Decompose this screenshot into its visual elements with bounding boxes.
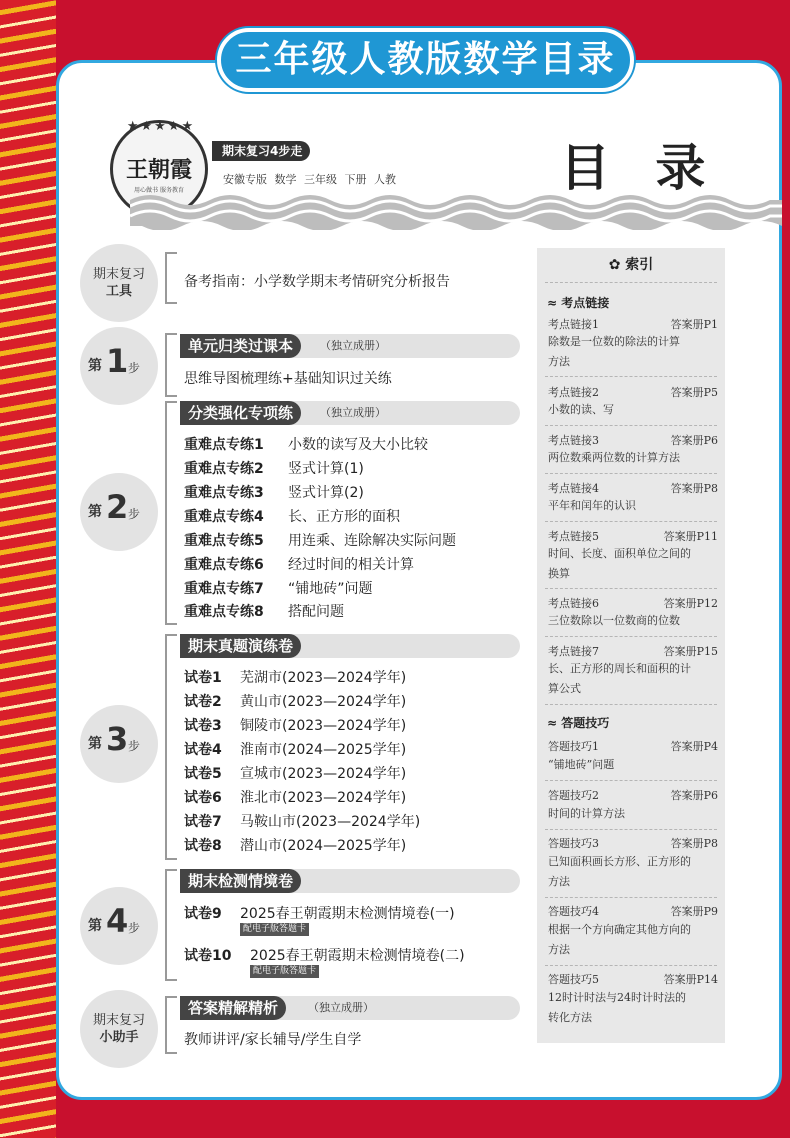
divider	[545, 588, 717, 589]
desc-line: 12时计时法与24时计时法的	[548, 991, 686, 1004]
list-item	[184, 554, 414, 574]
step1-section-bar	[180, 334, 520, 358]
tools-circle-top: 期末复习	[92, 267, 145, 282]
item-label: 重难点专练5	[184, 533, 264, 549]
dati-title: 答题技巧	[561, 716, 610, 730]
index-desc	[548, 400, 716, 420]
tools-text: 备考指南：小学数学期末考情研究分析报告	[184, 274, 450, 290]
index-item-name: 答题技巧3	[548, 837, 599, 850]
list-item	[184, 945, 465, 965]
index-item	[548, 384, 718, 400]
index-item-ref: 答案册P4	[670, 740, 718, 753]
step1-text: 思维导图梳理练+基础知识过关练	[184, 371, 392, 387]
step1-num: 1	[106, 342, 129, 380]
item-label: 重难点专练7	[184, 581, 264, 597]
item-text: 搭配问题	[288, 604, 344, 620]
step2-suf: 步	[128, 507, 141, 521]
wave-icon: ≈	[547, 716, 562, 730]
item-text: 黄山市(2023—2024学年)	[240, 694, 407, 710]
item-text: 长、正方形的面积	[288, 509, 400, 525]
list-item	[184, 787, 406, 807]
list-item	[184, 903, 455, 923]
list-item	[184, 530, 456, 550]
step3-suf: 步	[128, 739, 141, 753]
logo-motto: 用心做书 服务教育	[134, 187, 184, 194]
divider	[545, 376, 717, 377]
divider	[545, 897, 717, 898]
index-item	[548, 738, 718, 754]
desc-line: 方法	[548, 875, 570, 888]
step4-section-bar	[180, 869, 520, 893]
index-item	[548, 643, 718, 659]
item-label: 重难点专练2	[184, 461, 264, 477]
index-desc	[548, 611, 716, 631]
index-item-name: 答题技巧1	[548, 740, 599, 753]
list-item	[184, 506, 400, 526]
index-item-ref: 答案册P9	[670, 905, 718, 918]
item-text: 2025春王朝霞期末检测情境卷(二)	[250, 948, 465, 964]
item-label: 试卷2	[184, 694, 222, 710]
item-text: 经过时间的相关计算	[288, 557, 414, 573]
desc-line: 时间的计算方法	[548, 807, 625, 820]
contents-title: 目 录	[560, 139, 720, 197]
item-text: 马鞍山市(2023—2024学年)	[240, 814, 421, 830]
answer-card-tag: 配电子版答题卡	[240, 923, 309, 936]
index-desc	[548, 852, 716, 892]
header-tagline: 期末复习4步走	[212, 141, 310, 161]
step1-section-title: 单元归类过课本	[180, 334, 301, 358]
index-item	[548, 480, 718, 496]
desc-line: 根据一个方向确定其他方向的	[548, 923, 691, 936]
divider	[545, 965, 717, 966]
index-item-ref: 答案册P5	[670, 386, 718, 399]
divider	[545, 521, 717, 522]
index-item-name: 考点链接2	[548, 386, 599, 399]
index-item-ref: 答案册P6	[670, 789, 718, 802]
index-item-name: 考点链接6	[548, 597, 599, 610]
desc-line: 长、正方形的周长和面积的计	[548, 662, 691, 675]
helper-section-note: （独立成册）	[308, 1001, 374, 1014]
index-icon: ✿	[608, 257, 621, 273]
list-item	[184, 601, 344, 621]
index-item-name: 考点链接4	[548, 482, 599, 495]
item-text: 淮南市(2024—2025学年)	[240, 742, 407, 758]
bracket	[165, 869, 177, 981]
index-desc	[548, 804, 716, 824]
index-item-ref: 答案册P8	[670, 482, 718, 495]
list-item	[184, 482, 364, 502]
index-item-ref: 答案册P11	[663, 530, 718, 543]
page-title: 三年级人教版数学目录	[217, 28, 634, 92]
kaodian-title: 考点链接	[561, 296, 610, 310]
step2-section-bar	[180, 401, 520, 425]
item-label: 试卷6	[184, 790, 222, 806]
bracket	[165, 333, 177, 397]
helper-section-title: 答案精解精析	[180, 996, 286, 1020]
index-item-name: 考点链接1	[548, 318, 599, 331]
item-text: 竖式计算(1)	[288, 461, 364, 477]
decorative-ribbon	[0, 0, 56, 1138]
list-item	[184, 715, 406, 735]
step1-section-note: （独立成册）	[320, 339, 386, 352]
item-text: 2025春王朝霞期末检测情境卷(一)	[240, 906, 455, 922]
helper-circle-bottom: 小助手	[99, 1030, 139, 1045]
item-label: 试卷7	[184, 814, 222, 830]
desc-line: 算公式	[548, 682, 581, 695]
item-text: 芜湖市(2023—2024学年)	[240, 670, 407, 686]
header-subline: 安徽专版 数学 三年级 下册 人教	[223, 173, 396, 186]
item-label: 试卷3	[184, 718, 222, 734]
step2-num: 2	[106, 488, 129, 526]
list-item	[184, 739, 406, 759]
item-label: 试卷1	[184, 670, 222, 686]
desc-line: 换算	[548, 567, 570, 580]
item-text: 宣城市(2023—2024学年)	[240, 766, 407, 782]
desc-line: 转化方法	[548, 1011, 592, 1024]
index-title: 索引	[625, 257, 654, 273]
desc-line: 小数的读、写	[548, 403, 614, 416]
index-desc	[548, 659, 716, 699]
item-label: 重难点专练6	[184, 557, 264, 573]
index-item-ref: 答案册P6	[670, 434, 718, 447]
item-text: 铜陵市(2023—2024学年)	[240, 718, 407, 734]
index-desc	[548, 988, 716, 1028]
item-text: 竖式计算(2)	[288, 485, 364, 501]
item-text: “铺地砖”问题	[288, 581, 373, 597]
step3-section-bar	[180, 634, 520, 658]
step4-circle	[80, 887, 158, 965]
bracket	[165, 401, 177, 625]
item-text: 小数的读写及大小比较	[288, 437, 428, 453]
index-item-ref: 答案册P1	[670, 318, 718, 331]
bracket	[165, 996, 177, 1054]
item-text: 用连乘、连除解决实际问题	[288, 533, 456, 549]
list-item	[184, 835, 406, 855]
step3-num: 3	[106, 720, 129, 758]
desc-line: 两位数乘两位数的计算方法	[548, 451, 680, 464]
dati-heading	[547, 714, 609, 731]
step2-section-note: （独立成册）	[320, 406, 386, 419]
index-desc	[548, 755, 716, 775]
index-item-name: 考点链接7	[548, 645, 599, 658]
tools-circle-bottom: 工具	[105, 284, 132, 299]
helper-circle-top: 期末复习	[92, 1013, 145, 1028]
step4-num: 4	[106, 902, 129, 940]
desc-line: 方法	[548, 943, 570, 956]
index-item-name: 答题技巧4	[548, 905, 599, 918]
step2-section-title: 分类强化专项练	[180, 401, 301, 425]
step3-pre: 第	[88, 736, 102, 752]
index-desc	[548, 448, 716, 468]
index-item	[548, 835, 718, 851]
wave-divider	[130, 186, 782, 230]
index-item	[548, 903, 718, 919]
list-item	[184, 691, 406, 711]
list-item	[184, 667, 406, 687]
index-item-name: 答题技巧2	[548, 789, 599, 802]
index-item-name: 考点链接5	[548, 530, 599, 543]
divider	[545, 780, 717, 781]
index-item	[548, 316, 718, 332]
desc-line: 平年和闰年的认识	[548, 499, 636, 512]
item-label: 重难点专练1	[184, 437, 264, 453]
divider	[545, 636, 717, 637]
item-label: 重难点专练3	[184, 485, 264, 501]
item-label: 试卷8	[184, 838, 222, 854]
index-item-ref: 答案册P15	[663, 645, 718, 658]
step3-circle	[80, 705, 158, 783]
step-helper-circle	[80, 990, 158, 1068]
divider	[545, 282, 717, 283]
stars-icon: ★★★★★	[126, 119, 196, 134]
list-item	[184, 763, 406, 783]
desc-line: 除数是一位数的除法的计算	[548, 335, 680, 348]
index-header	[537, 254, 725, 274]
step4-section-title: 期末检测情境卷	[180, 869, 301, 893]
index-item	[548, 595, 718, 611]
kaodian-heading	[547, 294, 609, 311]
index-item-ref: 答案册P8	[670, 837, 718, 850]
desc-line: 时间、长度、面积单位之间的	[548, 547, 691, 560]
list-item	[184, 811, 420, 831]
index-item-ref: 答案册P12	[663, 597, 718, 610]
index-desc	[548, 332, 716, 372]
divider	[545, 425, 717, 426]
index-item	[548, 971, 718, 987]
item-text: 淮北市(2023—2024学年)	[240, 790, 407, 806]
step1-pre: 第	[88, 358, 102, 374]
index-item-name: 考点链接3	[548, 434, 599, 447]
step1-suf: 步	[128, 361, 141, 375]
index-desc	[548, 496, 716, 516]
index-item	[548, 787, 718, 803]
index-item	[548, 528, 718, 544]
item-label: 重难点专练4	[184, 509, 264, 525]
step4-pre: 第	[88, 918, 102, 934]
step4-suf: 步	[128, 921, 141, 935]
index-sidebar	[537, 248, 725, 1043]
step2-circle	[80, 473, 158, 551]
divider	[545, 704, 717, 705]
helper-section-bar	[180, 996, 520, 1020]
step1-circle	[80, 327, 158, 405]
list-item	[184, 458, 364, 478]
step-tools-circle	[80, 244, 158, 322]
divider	[545, 473, 717, 474]
logo-text: 王朝霞	[125, 157, 192, 183]
index-item	[548, 432, 718, 448]
index-desc	[548, 544, 716, 584]
desc-line: 三位数除以一位数商的位数	[548, 614, 680, 627]
step2-pre: 第	[88, 504, 102, 520]
item-label: 试卷5	[184, 766, 222, 782]
index-item-name: 答题技巧5	[548, 973, 599, 986]
item-label: 试卷10	[184, 948, 232, 964]
item-label: 重难点专练8	[184, 604, 264, 620]
item-label: 试卷4	[184, 742, 222, 758]
helper-text: 教师讲评/家长辅导/学生自学	[184, 1032, 362, 1048]
desc-line: “铺地砖”问题	[548, 758, 615, 771]
answer-card-tag: 配电子版答题卡	[250, 965, 319, 978]
index-desc	[548, 920, 716, 960]
item-label: 试卷9	[184, 906, 222, 922]
index-item-ref: 答案册P14	[663, 973, 718, 986]
divider	[545, 829, 717, 830]
item-text: 潜山市(2024—2025学年)	[240, 838, 407, 854]
list-item	[184, 434, 428, 454]
step3-section-title: 期末真题演练卷	[180, 634, 301, 658]
list-item	[184, 578, 373, 598]
desc-line: 已知面积画长方形、正方形的	[548, 855, 691, 868]
bracket	[165, 634, 177, 860]
bracket	[165, 252, 177, 304]
desc-line: 方法	[548, 355, 570, 368]
wave-icon: ≈	[547, 296, 562, 310]
